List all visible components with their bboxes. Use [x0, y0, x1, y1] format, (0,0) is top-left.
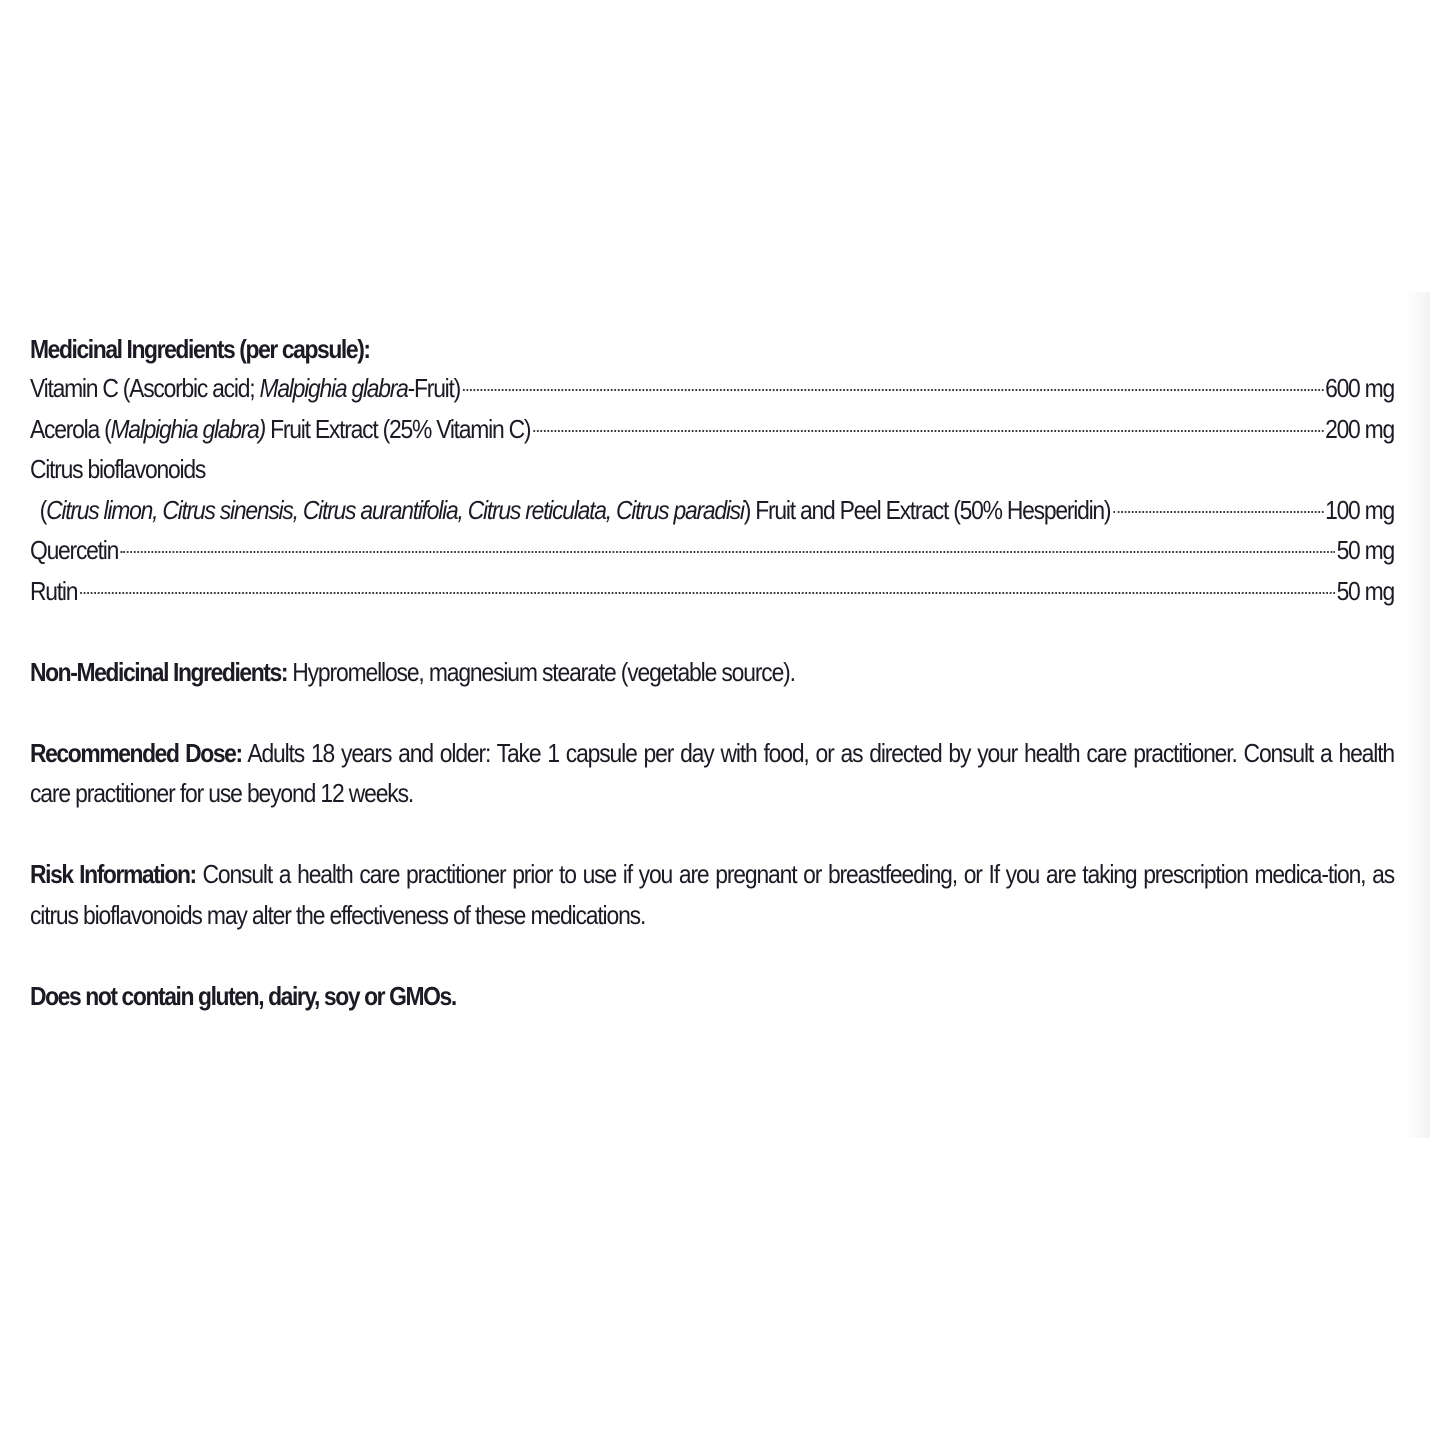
leader-dots	[121, 551, 1335, 553]
risk-information	[30, 854, 1394, 935]
ingredient-row-quercetin	[30, 530, 1394, 571]
ingredient-name: Acerola (Malpighia glabra) Fruit Extract (25% Vitamin C)	[30, 413, 531, 444]
ingredient-row-acerola	[30, 409, 1394, 450]
leader-dots	[463, 389, 1324, 391]
ingredient-amount: 50 mg	[1336, 575, 1394, 606]
medicinal-ingredients-list	[30, 368, 1394, 611]
ingredient-amount: 200 mg	[1325, 413, 1394, 444]
page-edge-shadow	[1404, 292, 1430, 1138]
allergen-note: Does not contain gluten, dairy, soy or GMOs.	[30, 980, 456, 1011]
non-medicinal-text: Hypromellose, magnesium stearate (vegetable source).	[287, 656, 795, 687]
recommended-dose	[30, 733, 1394, 814]
medicinal-ingredients-heading: Medicinal Ingredients (per capsule):	[30, 334, 370, 364]
recommended-dose-text: Adults 18 years and older: Take 1 capsule per day with food, or as directed by your health care practitioner. Consult a health care practitioner for use beyond 12 weeks.	[30, 737, 1395, 808]
non-medicinal-label: Non-Medicinal Ingredients:	[30, 656, 288, 687]
section-spacer	[30, 611, 1394, 652]
leader-dots	[80, 592, 1335, 594]
supplement-label-panel	[30, 330, 1394, 1016]
risk-information-label: Risk Information:	[30, 859, 196, 889]
ingredient-name: Quercetin	[30, 535, 119, 565]
ingredient-name: Citrus bioflavonoids	[30, 454, 206, 484]
leader-dots	[1113, 511, 1323, 513]
ingredient-row-rutin	[30, 571, 1394, 612]
non-medicinal-ingredients	[30, 652, 1394, 693]
section-spacer	[30, 814, 1394, 855]
ingredient-amount: 600 mg	[1325, 373, 1394, 403]
ingredient-row-citrus-extract	[30, 490, 1394, 531]
ingredient-row-citrus-bioflavonoids	[30, 449, 1394, 490]
recommended-dose-label: Recommended Dose:	[30, 737, 242, 768]
risk-information-text: Consult a health care practitioner prior to use if you are pregnant or breastfeeding, or If you are taking prescription medica-tion, as citrus bioflavonoids may alter the effectiveness of these medications.	[30, 859, 1395, 930]
ingredient-row-vitamin-c	[30, 368, 1394, 409]
ingredient-amount: 50 mg	[1336, 535, 1394, 565]
ingredient-name: Vitamin C (Ascorbic acid; Malpighia glabra-Fruit)	[30, 373, 461, 403]
leader-dots	[533, 430, 1323, 432]
section-spacer	[30, 935, 1394, 976]
ingredient-name: (Citrus limon, Citrus sinensis, Citrus aurantifolia, Citrus reticulata, Citrus paradisi) Fruit and Peel Extract (50% Hesperidin)	[39, 494, 1111, 525]
ingredient-amount: 100 mg	[1325, 494, 1394, 525]
ingredient-name: Rutin	[30, 575, 78, 606]
section-spacer	[30, 692, 1394, 733]
label-text-block	[30, 330, 1394, 1016]
